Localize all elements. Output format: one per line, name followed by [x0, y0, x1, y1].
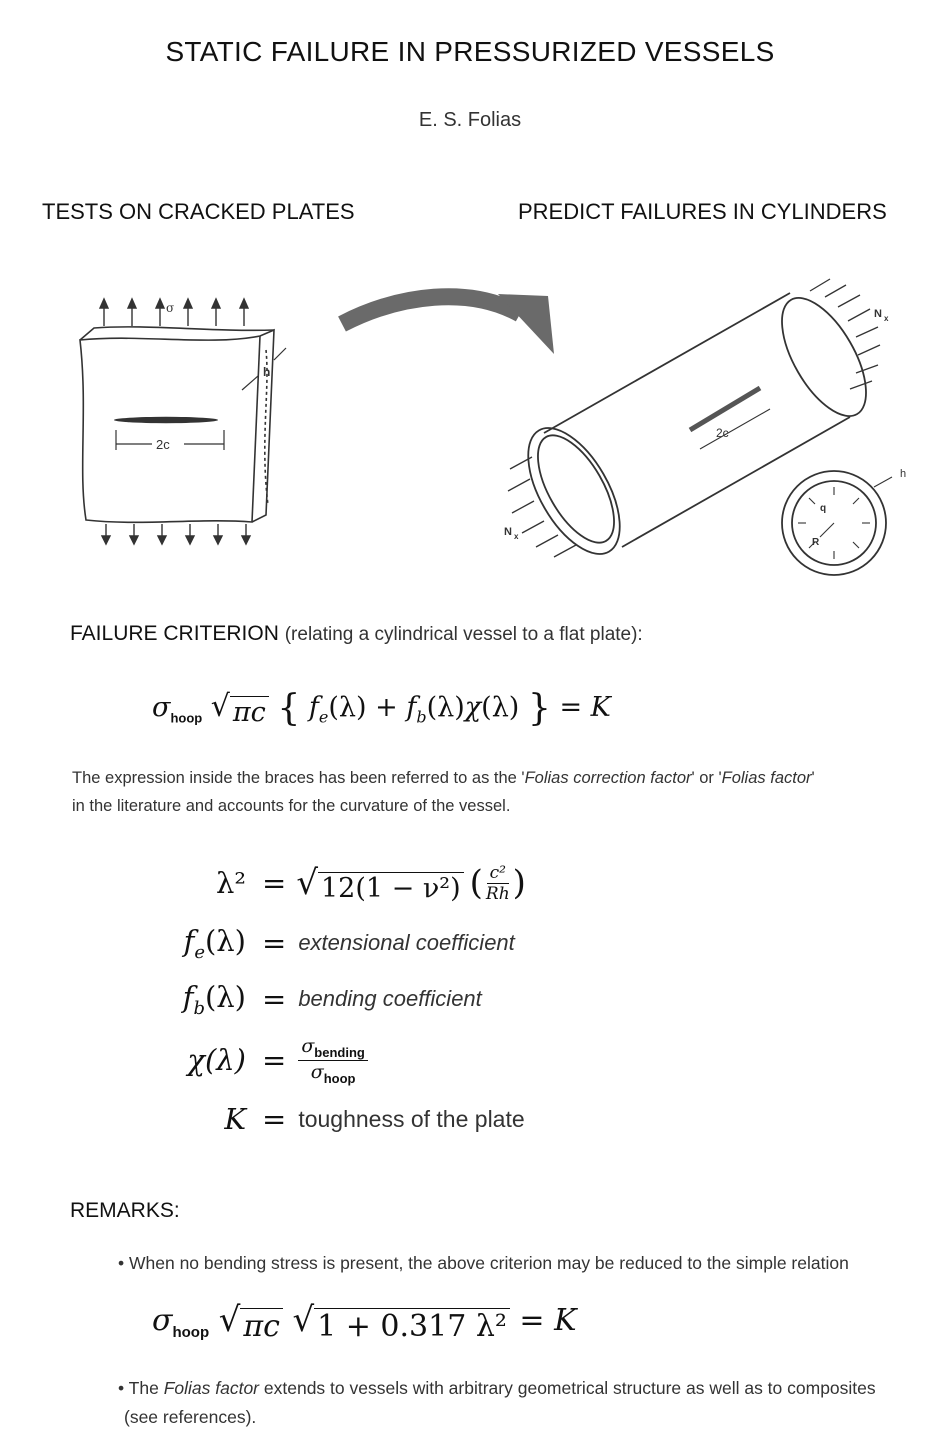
eq-plus: + [366, 692, 407, 723]
cylinder-thickness-label: h [900, 468, 907, 480]
note-term-correction-factor: Folias correction factor [524, 769, 692, 787]
def-chi-eq: = [262, 1043, 287, 1077]
eq-fb-sub: b [416, 707, 427, 727]
plate-sigma-label: σ [166, 301, 175, 315]
eq-pi-c: πc [230, 696, 269, 728]
def-fb-desc: bending coefficient [298, 986, 482, 1011]
folias-factor-note [72, 764, 872, 820]
left-heading: TESTS ON CRACKED PLATES [42, 199, 355, 224]
eq-fe-sub: e [318, 707, 329, 727]
def-lambda-radicand: 12(1 − ν²) [318, 872, 464, 904]
cylinder-load-bottom-label: N [504, 526, 512, 538]
eq-chi: χ [464, 692, 482, 723]
simple-pi-c: πc [240, 1308, 283, 1344]
simple-hoop-sub: hoop [172, 1324, 210, 1341]
eq-close-brace: } [527, 688, 551, 729]
def-fe-arg: (λ) [204, 923, 246, 958]
def-fe-eq: = [262, 926, 287, 960]
cylinder-figure [490, 265, 920, 585]
failure-criterion-equation [152, 688, 611, 729]
def-fb-f: f [182, 979, 194, 1014]
right-heading: PREDICT FAILURES IN CYLINDERS [518, 199, 887, 224]
definition-k [0, 1094, 525, 1144]
remark-2-b: extends to vessels with arbitrary geometrical structure as well as to composites [259, 1378, 876, 1398]
def-chi-hoop: hoop [323, 1070, 356, 1086]
note-text-mid: ' or ' [691, 769, 722, 787]
cylinder-crack-label: 2c [716, 426, 729, 440]
def-lambda-sq: λ² [215, 866, 246, 900]
eq-equals-k: = K [559, 692, 611, 723]
eq-fb: f [406, 692, 417, 723]
def-chi-num-sigma: σ [301, 1034, 315, 1057]
cracked-plate-figure [60, 290, 300, 550]
cylinder-load-top-sub: x [884, 314, 889, 323]
note-term-folias-factor: Folias factor [721, 769, 812, 787]
note-line-2: in the literature and accounts for the curvature of the vessel. [72, 797, 511, 815]
remark-2-c: (see references). [124, 1407, 257, 1427]
def-fb-sub: b [193, 997, 205, 1019]
simple-radicand: 1 + 0.317 λ² [314, 1308, 510, 1344]
remarks-heading: REMARKS: [70, 1199, 180, 1222]
remark-2-term: Folias factor [163, 1378, 260, 1398]
note-text-a: The expression inside the braces has been referred to as the ' [72, 769, 525, 787]
cylinder-load-top-label: N [874, 308, 882, 320]
cylinder-radius-label: R [812, 537, 820, 548]
eq-sigma: σ [152, 692, 171, 723]
plate-thickness-label: h [263, 365, 271, 379]
eq-fe-arg: (λ) [328, 692, 367, 723]
def-fe-f: f [183, 923, 195, 958]
criterion-heading-line [70, 622, 643, 646]
cylinder-pressure-label: q [820, 503, 827, 514]
def-k-desc: toughness of the plate [298, 1105, 525, 1132]
criterion-heading: FAILURE CRITERION [70, 622, 279, 645]
def-fe-lhs [0, 924, 262, 963]
def-k-lhs: K [224, 1102, 246, 1136]
crack [114, 417, 218, 423]
remark-bullet-2 [118, 1374, 898, 1432]
def-chi-den-sigma: σ [310, 1060, 324, 1083]
eq-sqrt: √ πc [211, 689, 269, 728]
def-chi-frac [298, 1035, 368, 1086]
plate-crack-label: 2c [156, 437, 170, 452]
def-rh: Rh [485, 883, 510, 904]
remark-2-a: • The [118, 1378, 164, 1398]
definition-lambda [0, 858, 526, 908]
note-text-end: ' [811, 769, 815, 787]
def-fe-sub: e [194, 941, 205, 963]
def-lambda-eq: = [262, 866, 287, 900]
def-fb-arg: (λ) [204, 979, 246, 1014]
eq-chi-arg: (λ) [481, 692, 520, 723]
def-chi-bending: bending [314, 1044, 365, 1060]
definition-chi [0, 1032, 368, 1088]
definition-fe [0, 918, 515, 968]
simple-criterion-equation: $\sigma_{hoop}$ √ πc √ 1 + 0.317 λ² = K [152, 1300, 577, 1344]
eq-fb-arg: (λ) [426, 692, 465, 723]
eq-hoop-sub: hoop [170, 710, 203, 726]
eq-open-brace: { [277, 688, 301, 729]
simple-sigma: σ [152, 1303, 173, 1338]
def-fb-lhs [0, 980, 262, 1019]
def-lambda-lhs [0, 866, 262, 900]
def-lambda-rhs: √ 12(1 − ν²) ( $\frac{\text{c²}}{Rh}$ ) [296, 862, 526, 904]
criterion-relation: (relating a cylindrical vessel to a flat plate): [284, 624, 643, 645]
cylinder-load-bottom-sub: x [514, 532, 519, 541]
def-k-eq: = [262, 1102, 287, 1136]
remark-bullet-1: • When no bending stress is present, the above criterion may be reduced to the simple relation [118, 1253, 849, 1273]
def-chi-lhs: χ(λ) [187, 1043, 246, 1077]
simple-equals-k: = K [519, 1303, 577, 1338]
def-fe-desc: extensional coefficient [298, 930, 515, 955]
page-title: STATIC FAILURE IN PRESSURIZED VESSELS [165, 36, 775, 67]
eq-fe: f [308, 692, 319, 723]
definition-fb [0, 974, 482, 1024]
def-fb-eq: = [262, 982, 287, 1016]
author: E. S. Folias [418, 109, 522, 131]
def-c2: c² [487, 863, 509, 884]
